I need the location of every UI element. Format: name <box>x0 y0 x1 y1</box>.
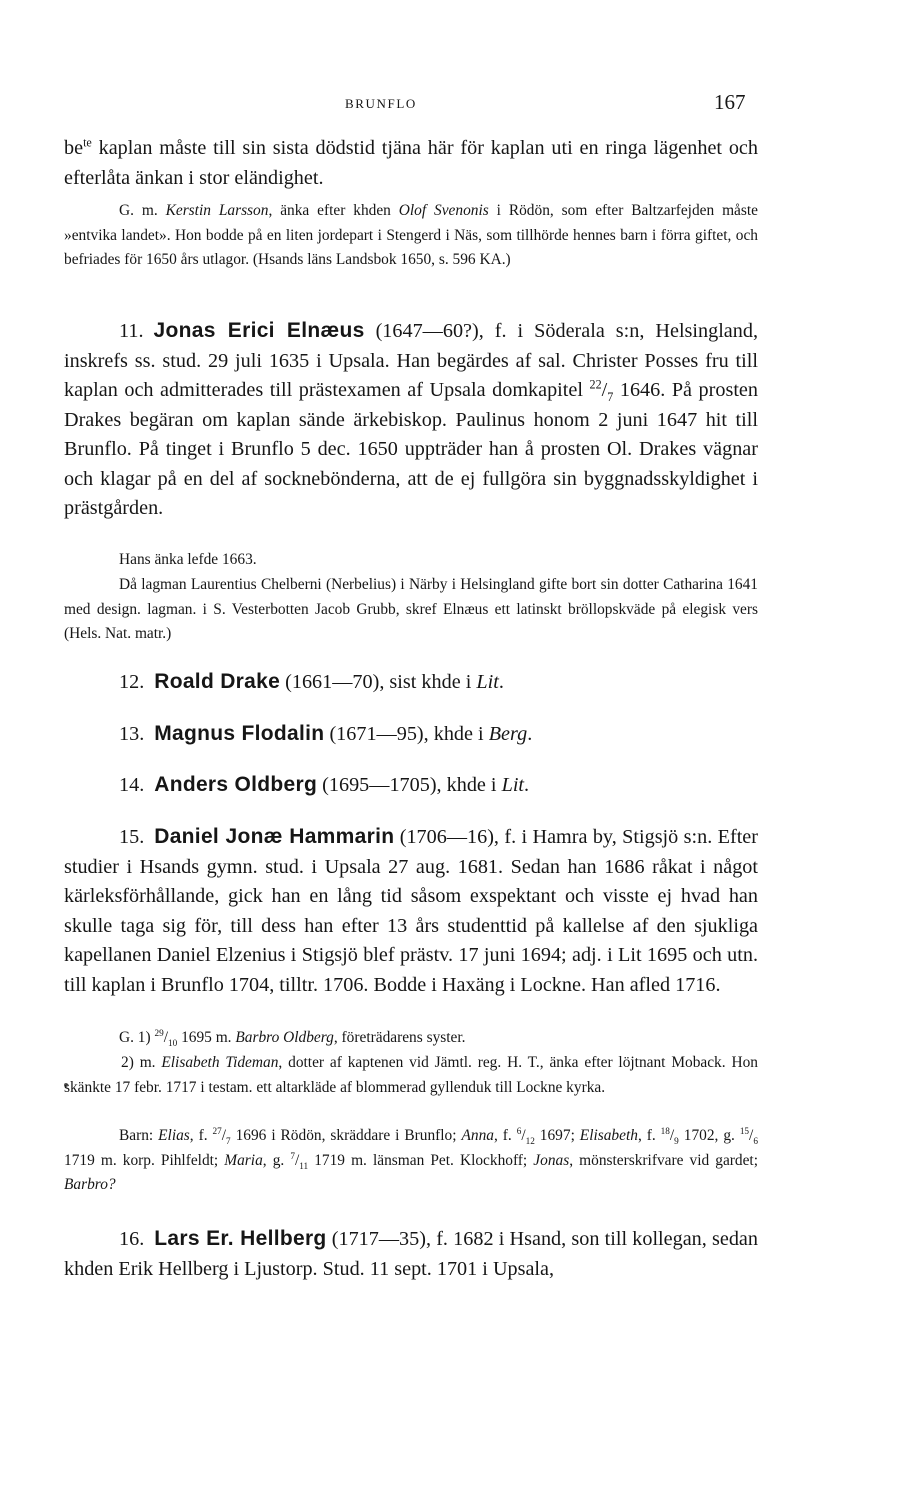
entry-name: Jonas Erici Elnæus <box>153 319 365 342</box>
entry-12: 12. Roald Drake (1661—70), sist khde i Lit. <box>119 670 504 693</box>
entry-number: 11. <box>119 320 144 342</box>
entry-16: 16. Lars Er. Hellberg (1717—35), f. 1682 i Hsand, son till kollegan, sedan khden Erik Hellberg i Ljustorp. Stud. 11 sept. 1701 i Upsala, <box>64 1227 758 1280</box>
place-name: Berg <box>488 723 528 745</box>
entry-number: 14. <box>119 774 145 796</box>
person-name: Barbro Oldberg <box>235 1029 334 1046</box>
entry-15-children: Barn: Elias, f. $^{27}/_7$ 1696 i Rödön, skräddare i Brunflo; Anna, f. $^6/_{12}$ 1697; Elisabeth, f. $^{18}/_9$ 1702, g. $^{15}/_6$ 1719 m. korp. Pihlfeldt; Maria, g. $^7/_{11}$ 1719 m. länsman Pet. Klockhoff; Jonas, mönsterskrifvare vid gardet; Barbro? <box>64 1125 758 1193</box>
entry-number: 15. <box>119 826 145 848</box>
person-name: Kerstin Larsson <box>165 202 269 219</box>
page-number: 167 <box>714 90 746 114</box>
place-name: Lit <box>476 671 499 693</box>
entry-15-marriage-1: G. 1) $^{29}/_{10}$ 1695 m. Barbro Oldberg, företrädarens syster. <box>119 1027 466 1049</box>
entry-15-marriage-2: 2) m. Elisabeth Tideman, dotter af kaptenen vid Jämtl. reg. H. T., änka efter löjtnant Moback. Hon skänkte 17 febr. 1717 i testam. ett altarkläde af blommerad gyllenduk till Lockne kyrka. <box>64 1054 758 1096</box>
entry-number: 12. <box>119 671 145 693</box>
entry-name: Magnus Flodalin <box>154 722 325 745</box>
entry-name: Lars Er. Hellberg <box>154 1227 327 1250</box>
entry-15: 15. Daniel Jonæ Hammarin (1706—16), f. i Hamra by, Stigsjö s:n. Efter studier i Hsands gymn. stud. i Upsala 27 aug. 1681. Sedan han 1686 råkat i något kärleksförhållande, gick han en lång tid såsom exspektant och visste ej hvad han skulle taga sig för, till dess han efter 13 års studenttid på kallelse af den sjukliga kapellanen Daniel Elzenius i Stigsjö blef prästv. 17 juni 1694; adj. i Lit 1695 och utn. till kaplan i Brunflo 1704, tilltr. 1706. Bodde i Haxäng i Lockne. Han afled 1716. <box>64 825 758 996</box>
running-header-title: BRUNFLO <box>345 96 417 111</box>
entry-number: 13. <box>119 723 145 745</box>
entry-name: Roald Drake <box>154 670 281 693</box>
intro-paragraph: $be^{te}$ kaplan måste till sin sista dödstid tjäna här för kaplan uti en ringa lägenhet och efterlåta änkan i stor eländighet. <box>64 135 758 189</box>
entry-14: 14. Anders Oldberg (1695—1705), khde i Lit. <box>119 773 530 796</box>
marriage-note: G. m. Kerstin Larsson, änka efter khden Olof Svenonis i Rödön, som efter Baltzarfejden måste »entvika landet». Hon bodde på en liten jordepart i Stengerd i Näs, som tillhörde hennes barn i förra giftet, och befriades för 1650 års utlagor. (Hsands läns Landsbok 1650, s. 596 KA.) <box>64 202 758 268</box>
person-name: Olof Svenonis <box>398 202 489 219</box>
entry-name: Daniel Jonæ Hammarin <box>154 825 395 848</box>
entry-name: Anders Oldberg <box>154 773 318 796</box>
entry-11-note-widow: Hans änka lefde 1663. <box>119 551 257 568</box>
person-name: Elisabeth Tideman <box>161 1054 279 1071</box>
entry-11-note-wedding: Då lagman Laurentius Chelberni (Nerbelius) i Närby i Helsingland gifte bort sin dotter Catharina 1641 med design. lagman. i S. Vesterbotten Jacob Grubb, skref Elnæus ett latinskt bröllopskväde på elegisk vers (Hels. Nat. matr.) <box>64 576 758 642</box>
place-name: Lit <box>501 774 525 796</box>
entry-number: 16. <box>119 1228 145 1250</box>
entry-13: 13. Magnus Flodalin (1671—95), khde i Berg. <box>119 722 533 745</box>
entry-11: 11. Jonas Erici Elnæus (1647—60?), f. i Söderala s:n, Helsingland, inskrefs ss. stud. 29 juli 1635 i Upsala. Han begärdes af sal. Christer Posses fru till kaplan och admitterades till prästexamen af Upsala domkapitel $^{22}/_7$ 1646. På prosten Drakes begäran om kaplan sände ärkebiskop. Paulinus honom 2 juni 1647 hit till Brunflo. På tinget i Brunflo 5 dec. 1650 uppträder han å prosten Ol. Drakes vägnar och klagar på en del af socknebönderna, att de ej fullgöra sin byggnadsskyldighet i prästgården. <box>64 319 759 519</box>
